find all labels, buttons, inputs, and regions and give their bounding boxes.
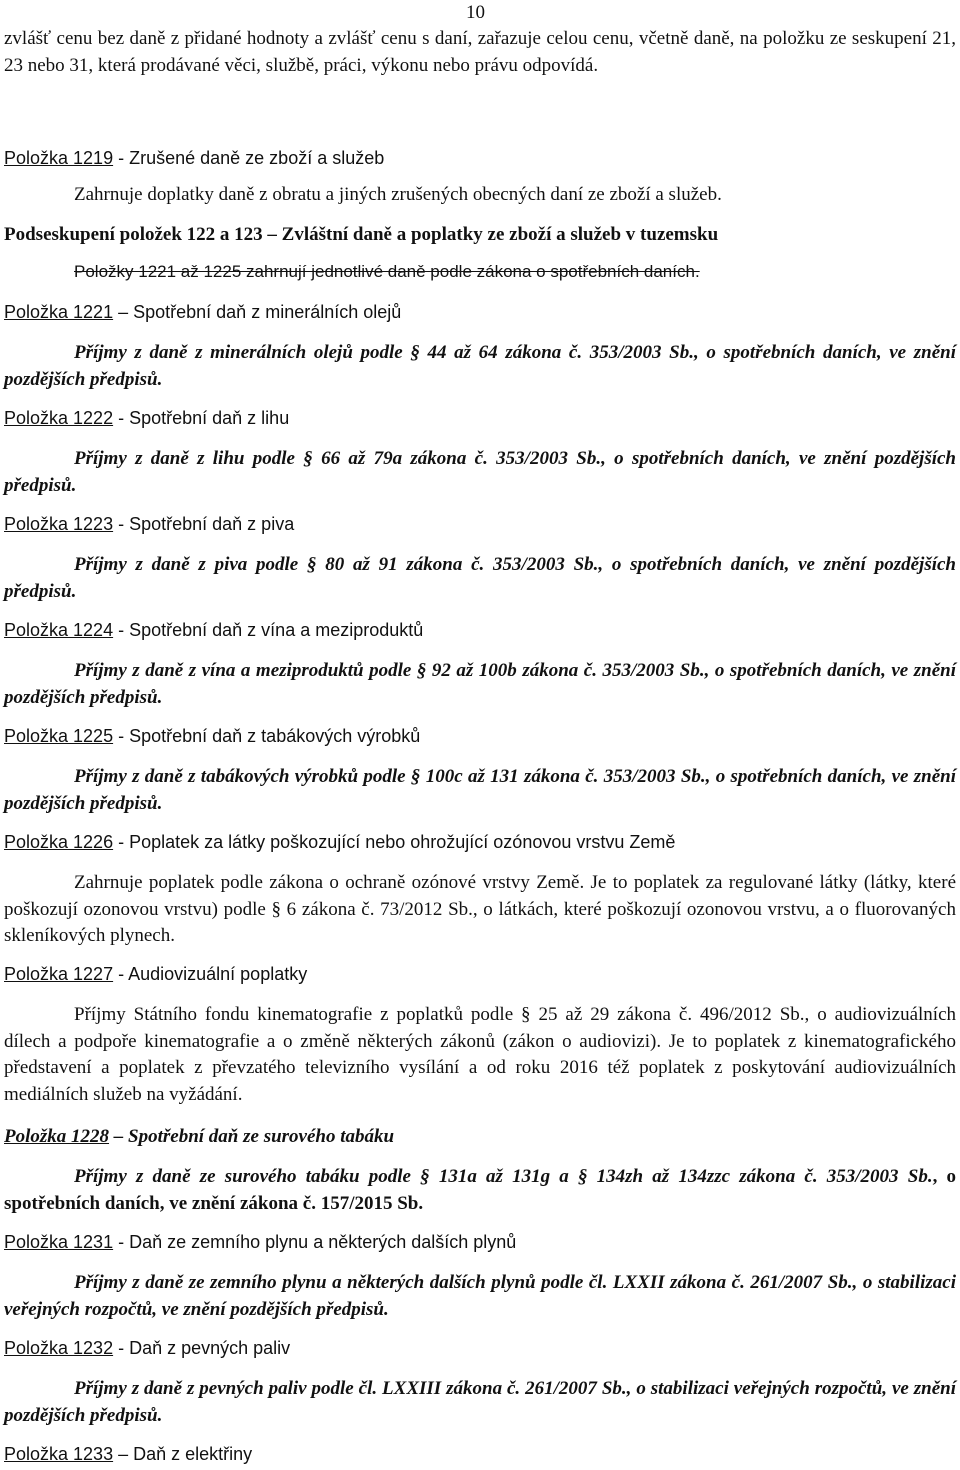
item-code: Položka 1221 xyxy=(4,302,114,322)
subgroup-heading: Podseskupení položek 122 a 123 – Zvláštní daně a poplatky ze zboží a služeb v tuzemsku xyxy=(4,224,719,245)
item-title: - Daň ze zemního plynu a některých dalších plynů xyxy=(113,1232,517,1252)
item-1221-desc xyxy=(4,340,956,393)
item-1219-heading xyxy=(4,146,956,171)
item-code: Položka 1222 xyxy=(4,408,114,428)
desc-rest: , o spotřebních daních, ve znění pozdějších předpisů. xyxy=(4,766,956,814)
item-1224-desc xyxy=(4,658,956,711)
item-1219-desc: Zahrnuje doplatky daně z obratu a jiných zrušených obecných daní ze zboží a služeb. xyxy=(74,184,722,205)
desc-rest: , o stabilizaci veřejných rozpočtů, ve znění pozdějších předpisů. xyxy=(4,1378,956,1426)
item-1223-heading xyxy=(4,512,956,537)
item-1226-desc: Zahrnuje poplatek podle zákona o ochraně ozónové vrstvy Země. Je to poplatek za regulované látky (látky, které poškozují ozonovou vrstvu) podle § 6 zákona č. 73/2012 Sb., o látkách, které poškozují ozonovou vrstvu, a o fluorovaných skleníkových plynech. xyxy=(4,872,956,947)
page-number: 10 xyxy=(466,2,485,23)
item-1225-desc xyxy=(4,764,956,817)
desc-rest: , o spotřebních daních, ve znění pozdějších předpisů. xyxy=(4,554,956,602)
item-code: Položka 1223 xyxy=(4,514,114,534)
item-1225-heading xyxy=(4,724,956,749)
desc-emph: Příjmy z daně ze surového tabáku podle § 131a až 131g a § 134zh až 134zzc zákona č. 353/2003 Sb. xyxy=(74,1166,933,1187)
item-1222-heading xyxy=(4,406,956,431)
item-code: Položka 1225 xyxy=(4,726,114,746)
item-1226-heading xyxy=(4,830,956,855)
desc-rest: , o stabilizaci veřejných rozpočtů, ve znění pozdějších předpisů. xyxy=(4,1272,956,1320)
desc-rest: , o spotřebních daních, ve znění pozdějších předpisů. xyxy=(4,448,956,496)
item-1228-heading xyxy=(4,1124,956,1151)
intro-paragraph: zvlášť cenu bez daně z přidané hodnoty a zvlášť cenu s daní, zařazuje celou cenu, včetně daně, na položku ze seskupení 21, 23 nebo 31, která prodávané věci, službě, práci, výkonu nebo právu odpovídá. xyxy=(4,28,956,76)
item-1232-heading xyxy=(4,1336,956,1361)
struck-note: Položky 1221 až 1225 zahrnují jednotlivé daně podle zákona o spotřebních daních. xyxy=(74,262,700,281)
item-code: Položka 1233 xyxy=(4,1444,114,1464)
item-title: - Zrušené daně ze zboží a služeb xyxy=(113,148,385,168)
item-1222-desc xyxy=(4,446,956,499)
item-code: Položka 1232 xyxy=(4,1338,114,1358)
item-1223-desc xyxy=(4,552,956,605)
item-1228-desc xyxy=(4,1164,956,1217)
desc-emph: Příjmy z daně z minerálních olejů podle § 44 až 64 zákona č. 353/2003 Sb. xyxy=(74,342,694,363)
item-1227-desc: Příjmy Státního fondu kinematografie z poplatků podle § 25 až 29 zákona č. 496/2012 Sb., o audiovizuálních dílech a podpoře kinematografie a o změně některých zákonů (zákon o audiovizi). Je to poplatek z kinematografického představení a poplatek z převzatého televizního vysílání a od roku 2016 též poplatek z poskytování audiovizuálních mediálních služeb na vyžádání. xyxy=(4,1004,956,1105)
item-1224-heading xyxy=(4,618,956,643)
item-1232-desc xyxy=(4,1376,956,1429)
item-title: - Spotřební daň z piva xyxy=(113,514,295,534)
desc-rest: , o spotřebních daních, ve znění pozdějších předpisů. xyxy=(4,342,956,390)
item-code: Položka 1219 xyxy=(4,148,114,168)
item-title: - Spotřební daň z vína a meziproduktů xyxy=(113,620,424,640)
item-code: Položka 1231 xyxy=(4,1232,114,1252)
item-title: - Spotřební daň z tabákových výrobků xyxy=(113,726,421,746)
item-1231-desc xyxy=(4,1270,956,1323)
item-code: Položka 1228 xyxy=(4,1126,110,1147)
item-1227-heading xyxy=(4,962,956,987)
item-code: Položka 1227 xyxy=(4,964,114,984)
desc-emph: Příjmy z daně ze zemního plynu a některých dalších plynů podle čl. LXXII zákona č. 261/2007 Sb. xyxy=(74,1272,853,1293)
desc-emph: Příjmy z daně z piva podle § 80 až 91 zákona č. 353/2003 Sb. xyxy=(74,554,599,575)
item-title: – Spotřební daň ze surového tabáku xyxy=(109,1126,395,1147)
item-title: – Daň z elektřiny xyxy=(113,1444,253,1464)
item-title: - Audiovizuální poplatky xyxy=(113,964,308,984)
item-1221-heading xyxy=(4,300,956,325)
item-code: Položka 1224 xyxy=(4,620,114,640)
item-1233-heading xyxy=(4,1442,956,1467)
item-code: Položka 1226 xyxy=(4,832,114,852)
item-1231-heading xyxy=(4,1230,956,1255)
desc-emph: Příjmy z daně z lihu podle § 66 až 79a zákona č. 353/2003 Sb. xyxy=(74,448,602,469)
desc-emph: Příjmy z daně z tabákových výrobků podle § 100c až 131 zákona č. 353/2003 Sb. xyxy=(74,766,706,787)
item-title: – Spotřební daň z minerálních olejů xyxy=(113,302,402,322)
item-title: - Poplatek za látky poškozující nebo ohrožující ozónovou vrstvu Země xyxy=(113,832,676,852)
desc-emph: Příjmy z daně z pevných paliv podle čl. LXXIII zákona č. 261/2007 Sb. xyxy=(74,1378,627,1399)
desc-emph: Příjmy z daně z vína a meziproduktů podle § 92 až 100b zákona č. 353/2003 Sb. xyxy=(74,660,705,681)
desc-rest: , o spotřebních daních, ve znění pozdějších předpisů. xyxy=(4,660,956,708)
item-title: - Daň z pevných paliv xyxy=(113,1338,291,1358)
desc-rest: , o spotřebních daních, ve znění zákona č. 157/2015 Sb. xyxy=(4,1166,957,1214)
item-title: - Spotřební daň z lihu xyxy=(113,408,290,428)
